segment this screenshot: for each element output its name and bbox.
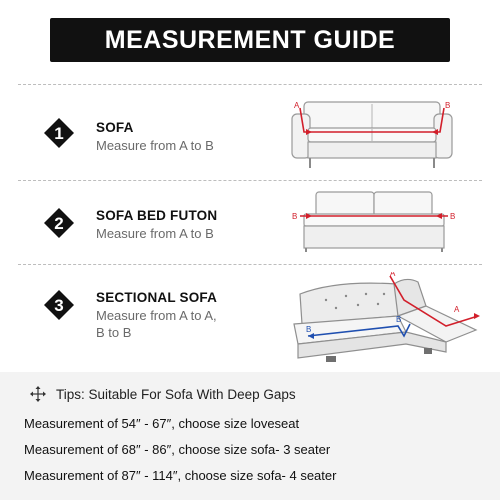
label-b: B — [445, 101, 451, 110]
header-banner — [50, 18, 450, 62]
label-a-2: B — [292, 212, 298, 221]
section-desc-sofa: Measure from A to B — [96, 138, 214, 153]
label-b-sectional-1: B — [306, 325, 312, 334]
divider-1 — [18, 180, 482, 181]
measurement-line-4-seater: Measurement of 87″ - 114″, choose size sofa- 4 seater — [24, 468, 337, 483]
number-3-text: 3 — [54, 296, 64, 315]
measurement-line-loveseat: Measurement of 54″ - 67″, choose size loveseat — [24, 416, 300, 431]
number-badge-2 — [44, 208, 74, 238]
section-title-sectional: SECTIONAL SOFA — [96, 290, 218, 305]
section-desc-sectional-line1: Measure from A to A, — [96, 308, 217, 323]
divider-2 — [18, 264, 482, 265]
label-b-sectional-2: B — [396, 315, 402, 324]
tips-heading: Tips: Suitable For Sofa With Deep Gaps — [56, 386, 296, 402]
tips-heading-row — [30, 386, 296, 402]
sofa-icon — [282, 92, 462, 172]
number-badge-1 — [44, 118, 74, 148]
section-title-futon: SOFA BED FUTON — [96, 208, 218, 223]
number-badge-3 — [44, 290, 74, 320]
label-b-2: B — [450, 212, 456, 221]
divider-top — [18, 84, 482, 85]
label-a: A — [294, 101, 300, 110]
page-title: MEASUREMENT GUIDE — [104, 25, 396, 54]
number-1-text: 1 — [54, 124, 64, 143]
tips-panel — [0, 372, 500, 500]
sectional-sofa-icon — [286, 272, 486, 366]
futon-icon — [286, 188, 462, 254]
section-title-sofa: SOFA — [96, 120, 134, 135]
move-arrows-icon — [30, 386, 46, 402]
section-desc-sectional-line2: B to B — [96, 325, 132, 340]
measurement-line-3-seater: Measurement of 68″ - 86″, choose size sofa- 3 seater — [24, 442, 331, 457]
label-a-sectional-2: A — [454, 305, 460, 314]
number-2-text: 2 — [54, 214, 64, 233]
label-a-sectional-1: A — [390, 272, 396, 278]
section-desc-futon: Measure from A to B — [96, 226, 214, 241]
